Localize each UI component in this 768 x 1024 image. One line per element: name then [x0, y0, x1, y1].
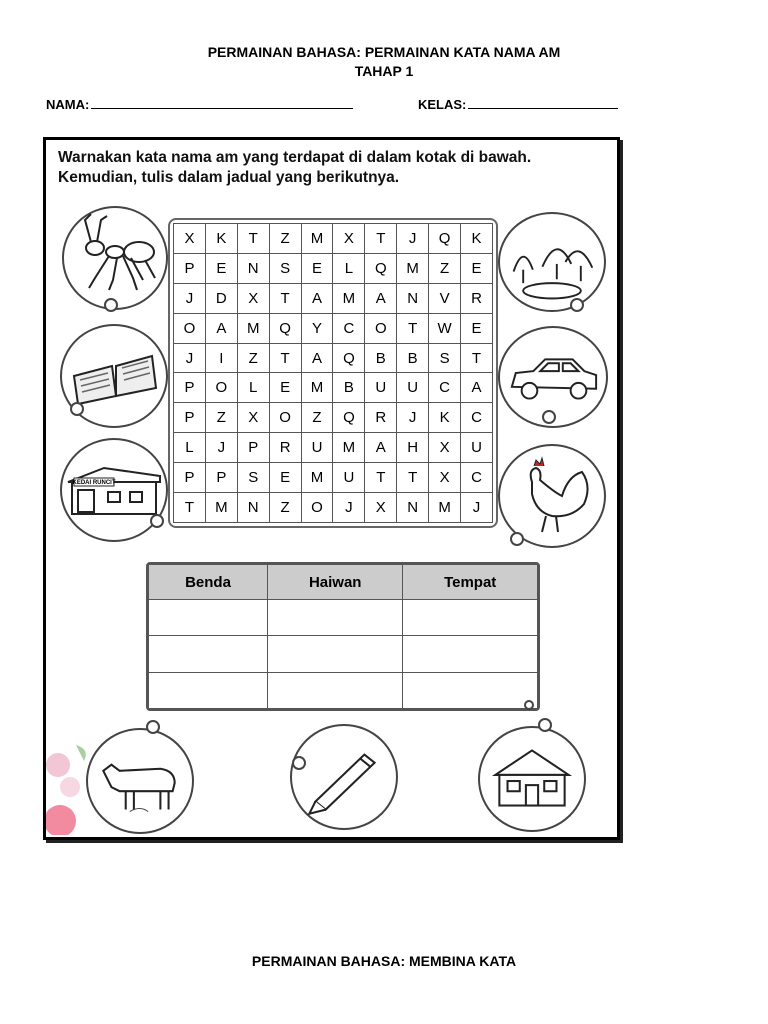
cow-bubble	[86, 728, 194, 834]
grid-letter[interactable]: T	[237, 224, 269, 254]
grid-letter[interactable]: P	[174, 253, 206, 283]
grid-letter[interactable]: K	[461, 224, 493, 254]
grid-letter[interactable]: M	[237, 313, 269, 343]
grid-letter[interactable]: U	[301, 433, 333, 463]
grid-letter[interactable]: M	[333, 433, 365, 463]
grid-letter[interactable]: Y	[301, 313, 333, 343]
grid-letter[interactable]: T	[461, 343, 493, 373]
grid-letter[interactable]: P	[205, 463, 237, 493]
grid-letter[interactable]: C	[429, 373, 461, 403]
grid-letter[interactable]: I	[205, 343, 237, 373]
bubble-dot	[538, 718, 552, 732]
grid-letter[interactable]: J	[461, 493, 493, 523]
bubble-dot	[570, 298, 584, 312]
grid-row	[174, 313, 493, 343]
bubble-dot	[146, 720, 160, 734]
grid-letter[interactable]: S	[429, 343, 461, 373]
bubble-dot	[510, 532, 524, 546]
grid-letter[interactable]: E	[461, 313, 493, 343]
ant-icon	[64, 208, 166, 308]
grid-letter[interactable]: Q	[333, 343, 365, 373]
grid-letter[interactable]: P	[174, 373, 206, 403]
grid-letter[interactable]: P	[174, 463, 206, 493]
grid-letter[interactable]: R	[269, 433, 301, 463]
letter-grid	[173, 223, 493, 523]
name-field	[46, 96, 353, 112]
answer-cell[interactable]	[149, 600, 268, 636]
bubble-dot	[292, 756, 306, 770]
grid-letter[interactable]: E	[205, 253, 237, 283]
instruction-line-1: Warnakan kata nama am yang terdapat di dalam kotak di bawah.	[58, 149, 532, 166]
grid-letter[interactable]: U	[397, 373, 429, 403]
grid-letter[interactable]: U	[333, 463, 365, 493]
grid-letter[interactable]: T	[397, 313, 429, 343]
grid-letter[interactable]: M	[333, 283, 365, 313]
bubble-dot	[70, 402, 84, 416]
grid-letter[interactable]: O	[174, 313, 206, 343]
grid-letter[interactable]: H	[397, 433, 429, 463]
worksheet-frame	[43, 137, 620, 840]
grid-letter[interactable]: Z	[269, 224, 301, 254]
grid-letter[interactable]: M	[429, 493, 461, 523]
house-bubble	[478, 726, 586, 832]
grid-letter[interactable]: T	[397, 463, 429, 493]
grid-letter[interactable]: K	[205, 224, 237, 254]
word-search-grid	[168, 218, 498, 528]
grid-letter[interactable]: Z	[301, 403, 333, 433]
grid-letter[interactable]: X	[365, 493, 397, 523]
grid-letter[interactable]: A	[365, 283, 397, 313]
grid-letter[interactable]: C	[461, 403, 493, 433]
shop-sign-text: KEDAI RUNCIT	[72, 480, 116, 486]
grid-letter[interactable]: J	[397, 403, 429, 433]
instruction	[58, 148, 531, 188]
grid-letter[interactable]: Z	[429, 253, 461, 283]
class-field	[418, 96, 618, 112]
answer-cell[interactable]	[403, 636, 538, 672]
grid-row	[174, 373, 493, 403]
answer-cell[interactable]	[403, 600, 538, 636]
grid-letter[interactable]: S	[237, 463, 269, 493]
grid-letter[interactable]: Z	[237, 343, 269, 373]
grid-letter[interactable]: N	[397, 493, 429, 523]
grid-letter[interactable]: K	[429, 403, 461, 433]
grid-letter[interactable]: M	[301, 224, 333, 254]
grid-letter[interactable]: Q	[429, 224, 461, 254]
table-row	[149, 600, 538, 636]
grid-letter[interactable]: R	[365, 403, 397, 433]
grid-letter[interactable]: X	[174, 224, 206, 254]
grid-letter[interactable]: R	[461, 283, 493, 313]
header-benda: Benda	[149, 565, 268, 600]
grid-letter[interactable]: B	[333, 373, 365, 403]
grid-letter[interactable]: E	[461, 253, 493, 283]
grid-letter[interactable]: A	[461, 373, 493, 403]
grid-letter[interactable]: T	[174, 493, 206, 523]
grid-letter[interactable]: P	[237, 433, 269, 463]
grid-letter[interactable]: Q	[269, 313, 301, 343]
bubble-dot	[104, 298, 118, 312]
grid-letter[interactable]: J	[397, 224, 429, 254]
grid-letter[interactable]: T	[365, 463, 397, 493]
house-icon	[480, 728, 584, 830]
grid-letter[interactable]: J	[174, 283, 206, 313]
answer-table	[146, 562, 540, 711]
grid-letter[interactable]: N	[237, 493, 269, 523]
grid-letter[interactable]: Q	[333, 403, 365, 433]
grid-letter[interactable]: P	[174, 403, 206, 433]
grid-letter[interactable]: O	[365, 313, 397, 343]
header-tempat: Tempat	[403, 565, 538, 600]
answer-cell[interactable]	[268, 636, 403, 672]
grid-letter[interactable]: M	[205, 493, 237, 523]
grid-letter[interactable]: L	[174, 433, 206, 463]
grid-letter[interactable]: A	[301, 343, 333, 373]
park-bubble	[498, 212, 606, 312]
bubble-dot	[524, 700, 534, 710]
grid-letter[interactable]: W	[429, 313, 461, 343]
answer-cell[interactable]	[149, 672, 268, 708]
grid-letter[interactable]: N	[237, 253, 269, 283]
grid-letter[interactable]: C	[461, 463, 493, 493]
worksheet-level: TAHAP 1	[354, 63, 414, 79]
table-row	[149, 636, 538, 672]
instruction-line-2: Kemudian, tulis dalam jadual yang berikutnya.	[58, 169, 400, 186]
grid-letter[interactable]: X	[237, 283, 269, 313]
answer-cell[interactable]	[268, 672, 403, 708]
grid-letter[interactable]: A	[365, 433, 397, 463]
grid-letter[interactable]: X	[333, 224, 365, 254]
grid-letter[interactable]: T	[269, 283, 301, 313]
grid-row	[174, 463, 493, 493]
grid-letter[interactable]: E	[301, 253, 333, 283]
grid-letter[interactable]: J	[205, 433, 237, 463]
grid-letter[interactable]: O	[269, 403, 301, 433]
grid-letter[interactable]: N	[397, 283, 429, 313]
grid-letter[interactable]: J	[174, 343, 206, 373]
grid-letter[interactable]: S	[269, 253, 301, 283]
grid-letter[interactable]: O	[301, 493, 333, 523]
grid-letter[interactable]: A	[205, 313, 237, 343]
header-haiwan: Haiwan	[268, 565, 403, 600]
ant-bubble	[62, 206, 168, 310]
grid-letter[interactable]: M	[301, 373, 333, 403]
grid-letter[interactable]: X	[237, 403, 269, 433]
class-label: KELAS:	[418, 97, 467, 112]
grid-letter[interactable]: L	[333, 253, 365, 283]
grid-letter[interactable]: X	[429, 433, 461, 463]
rooster-icon	[500, 446, 604, 546]
grid-letter[interactable]: X	[429, 463, 461, 493]
grid-letter[interactable]: U	[365, 373, 397, 403]
name-blank[interactable]	[91, 96, 353, 109]
answer-cell[interactable]	[268, 600, 403, 636]
grid-letter[interactable]: C	[333, 313, 365, 343]
grid-letter[interactable]: E	[269, 373, 301, 403]
worksheet-title: PERMAINAN BAHASA: PERMAINAN KATA NAMA AM	[207, 44, 561, 60]
grid-letter[interactable]: V	[429, 283, 461, 313]
bubble-dot	[150, 514, 164, 528]
grid-letter[interactable]: Z	[269, 493, 301, 523]
grid-letter[interactable]: U	[461, 433, 493, 463]
cow-icon	[88, 730, 192, 832]
grid-row	[174, 403, 493, 433]
table-row	[149, 672, 538, 708]
grid-letter[interactable]: T	[365, 224, 397, 254]
grid-row	[174, 343, 493, 373]
grid-row	[174, 283, 493, 313]
park-icon	[500, 214, 604, 310]
grid-row	[174, 224, 493, 254]
class-blank[interactable]	[468, 96, 618, 109]
bubble-dot	[542, 410, 556, 424]
grid-letter[interactable]: D	[205, 283, 237, 313]
grid-letter[interactable]: T	[269, 343, 301, 373]
name-label: NAMA:	[46, 97, 90, 112]
grid-row	[174, 433, 493, 463]
grid-row	[174, 493, 493, 523]
grid-letter[interactable]: L	[237, 373, 269, 403]
pencil-icon	[292, 726, 396, 828]
grid-letter[interactable]: Z	[205, 403, 237, 433]
grid-letter[interactable]: B	[397, 343, 429, 373]
answer-cell[interactable]	[149, 636, 268, 672]
grid-letter[interactable]: A	[301, 283, 333, 313]
grid-letter[interactable]: M	[301, 463, 333, 493]
grid-letter[interactable]: M	[397, 253, 429, 283]
grid-letter[interactable]: O	[205, 373, 237, 403]
grid-letter[interactable]: B	[365, 343, 397, 373]
answer-cell[interactable]	[403, 672, 538, 708]
grid-letter[interactable]: J	[333, 493, 365, 523]
pencil-bubble	[290, 724, 398, 830]
grid-row	[174, 253, 493, 283]
footer-title: PERMAINAN BAHASA: MEMBINA KATA	[251, 953, 517, 969]
grid-letter[interactable]: E	[269, 463, 301, 493]
grid-letter[interactable]: Q	[365, 253, 397, 283]
